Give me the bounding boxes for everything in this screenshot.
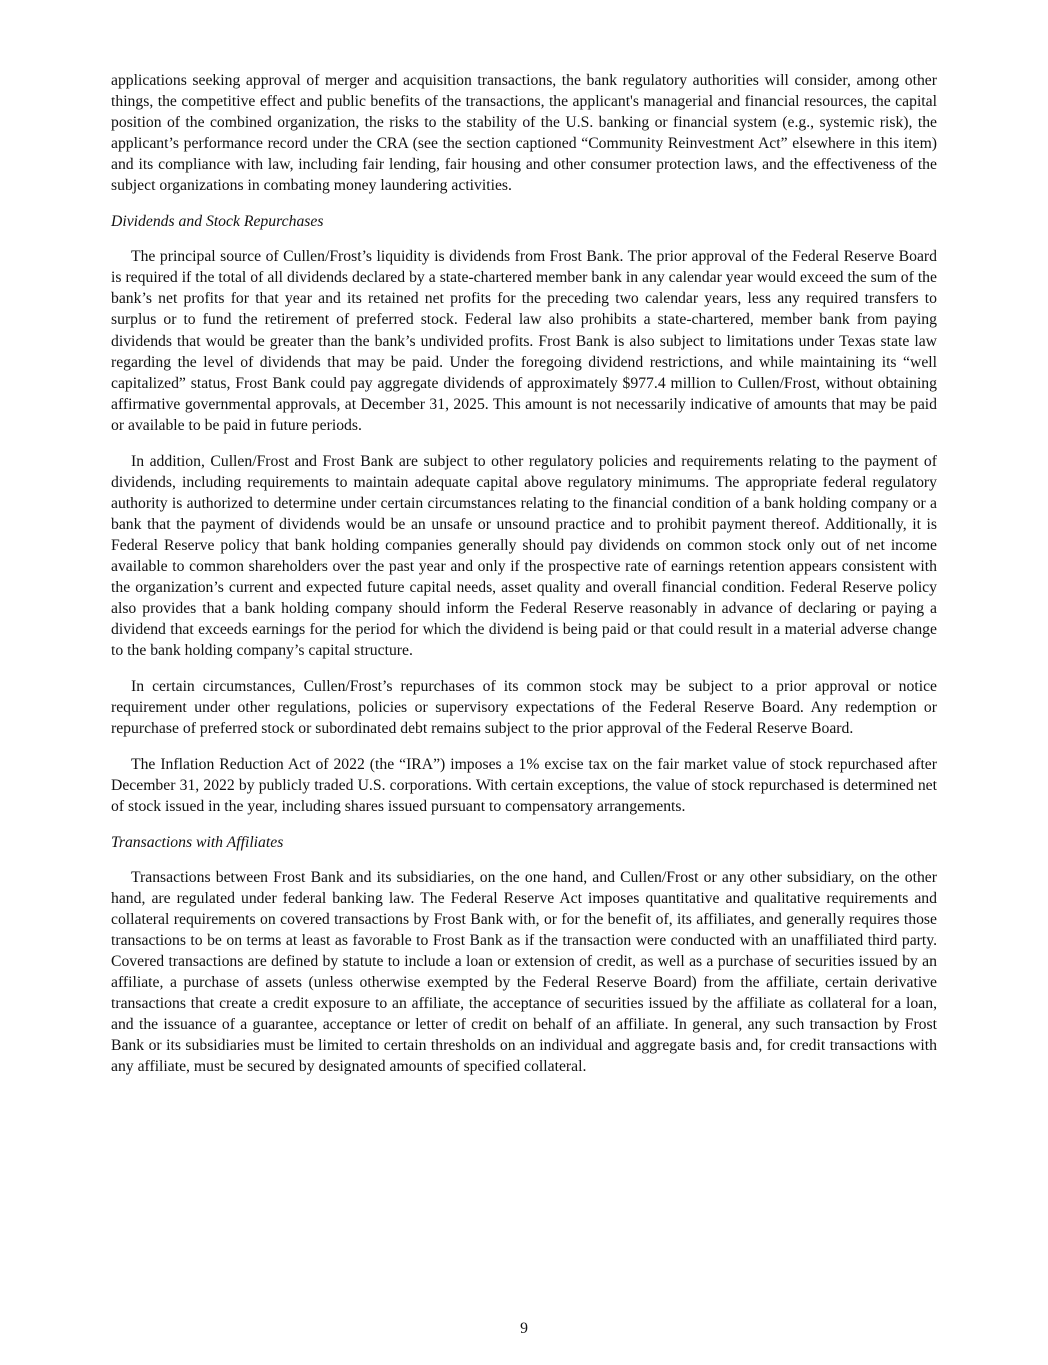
- paragraph-inflation-reduction-act: The Inflation Reduction Act of 2022 (the “IRA”) imposes a 1% excise tax on the fair market value of stock repurchased after December 31, 2022 by publicly traded U.S. corporations. With certain exceptions, the value of stock repurchased is determined net of stock issued in the year, including shares issued pursuant to compensatory arrangements.: [111, 755, 937, 815]
- document-page: [111, 70, 937, 1092]
- section-heading-affiliates: Transactions with Affiliates: [111, 833, 284, 851]
- page-number: 9: [520, 1320, 528, 1337]
- paragraph-dividend-source: The principal source of Cullen/Frost’s liquidity is dividends from Frost Bank. The prior approval of the Federal Reserve Board is required if the total of all dividends declared by a state-chartered member bank in any calendar year would exceed the sum of the bank’s net profits for that year and its retained net profits for the preceding two calendar years, less any required transfers to surplus or to fund the retirement of preferred stock. Federal law also prohibits a state-chartered, member bank from paying dividends that would be greater than the bank’s undivided profits. Frost Bank is also subject to limitations under Texas state law regarding the level of dividends that may be paid. Under the foregoing dividend restrictions, and while maintaining its “well capitalized” status, Frost Bank could pay aggregate dividends of approximately $977.4 million to Cullen/Frost, without obtaining affirmative governmental approvals, at December 31, 2025. This amount is not necessarily indicative of amounts that may be paid or available to be paid in future periods.: [111, 248, 937, 434]
- paragraph-dividend-policies: In addition, Cullen/Frost and Frost Bank are subject to other regulatory policies and requirements relating to the payment of dividends, including requirements to maintain adequate capital above regulatory minimums. The appropriate federal regulatory authority is authorized to determine under certain circumstances relating to the financial condition of a bank holding company or a bank that the payment of dividends would be an unsafe or unsound practice and to prohibit payment thereof. Additionally, it is Federal Reserve policy that bank holding companies generally should pay dividends on common stock only out of net income available to common shareholders over the past year and only if the prospective rate of earnings retention appears consistent with the organization’s current and expected future capital needs, asset quality and overall financial condition. Federal Reserve policy also provides that a bank holding company should inform the Federal Reserve reasonably in advance of declaring or paying a dividend that exceeds earnings for the period for which the dividend is being paid or that could result in a material adverse change to the bank holding company’s capital structure.: [111, 452, 937, 660]
- paragraph-merger-approval: applications seeking approval of merger and acquisition transactions, the bank regulatory authorities will consider, among other things, the competitive effect and public benefits of the transactions, the applicant's managerial and financial resources, the capital position of the combined organization, the risks to the stability of the U.S. banking or financial system (e.g., systemic risk), the applicant’s performance record under the CRA (see the section captioned “Community Reinvestment Act” elsewhere in this item) and its compliance with law, including fair lending, fair housing and other consumer protection laws, and the effectiveness of the subject organizations in combating money laundering activities.: [111, 72, 937, 195]
- paragraph-affiliate-transactions: Transactions between Frost Bank and its subsidiaries, on the one hand, and Cullen/Frost or any other subsidiary, on the other hand, are regulated under federal banking law. The Federal Reserve Act imposes quantitative and qualitative requirements and collateral requirements on covered transactions by Frost Bank with, or for the benefit of, its affiliates, and generally requires those transactions to be on terms at least as favorable to Frost Bank as if the transaction were conducted with an unaffiliated third party. Covered transactions are defined by statute to include a loan or extension of credit, as well as a purchase of securities issued by an affiliate, a purchase of assets (unless otherwise exempted by the Federal Reserve Board) from the affiliate, certain derivative transactions that create a credit exposure to an affiliate, the acceptance of securities issued by the affiliate as collateral for a loan, and the issuance of a guarantee, acceptance or letter of credit on behalf of an affiliate. In general, any such transaction by Frost Bank or its subsidiaries must be limited to certain thresholds on an individual and aggregate basis and, for credit transactions with any affiliate, must be secured by designated amounts of specified collateral.: [111, 868, 937, 1076]
- section-heading-dividends: Dividends and Stock Repurchases: [111, 213, 324, 231]
- paragraph-stock-repurchases: In certain circumstances, Cullen/Frost’s repurchases of its common stock may be subject to a prior approval or notice requirement under other regulations, policies or supervisory expectations of the Federal Reserve Board. Any redemption or repurchase of preferred stock or subordinated debt remains subject to the prior approval of the Federal Reserve Board.: [111, 677, 937, 738]
